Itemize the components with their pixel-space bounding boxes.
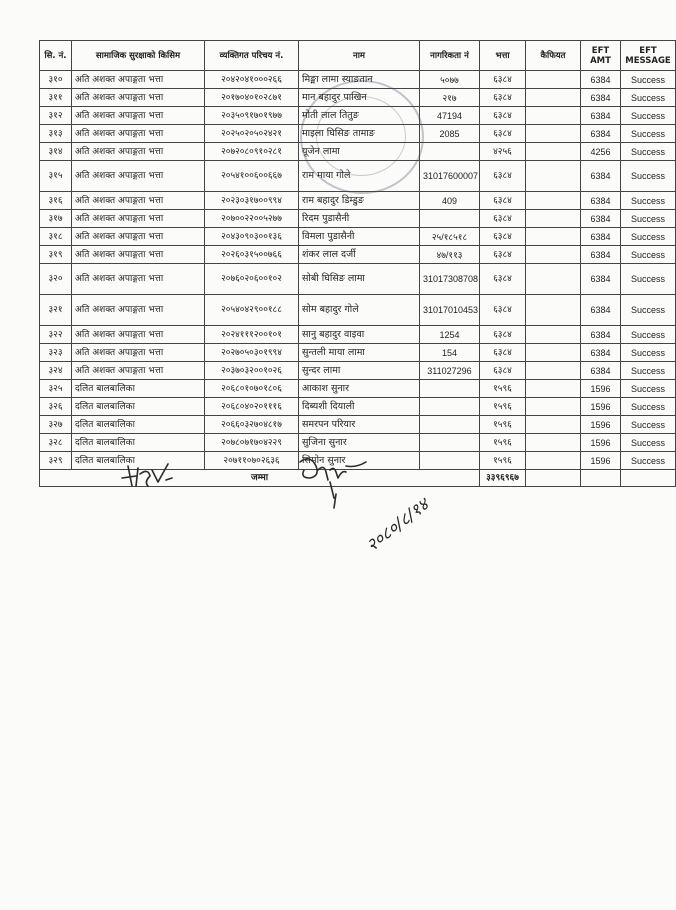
cell-sn: ३१८ [40, 228, 72, 246]
cell-name: राम माया गोले [299, 161, 420, 192]
cell-name: यूजेन लामा [299, 143, 420, 161]
cell-citizenship: ४७/११३ [420, 246, 480, 264]
header-sn: सि. नं. [40, 41, 72, 71]
cell-sn: ३११ [40, 89, 72, 107]
cell-citizenship: 311027296 [420, 362, 480, 380]
cell-eft-message: Success [621, 295, 676, 326]
cell-citizenship: 1254 [420, 326, 480, 344]
cell-id: २०७००२२००५२७७ [205, 210, 299, 228]
cell-sn: ३२७ [40, 416, 72, 434]
cell-eft-amt: 6384 [581, 228, 621, 246]
cell-scheme: अति अशक्त अपाङ्गता भत्ता [72, 344, 205, 362]
cell-sn: ३२२ [40, 326, 72, 344]
cell-name: दिब्यशी दियाली [299, 398, 420, 416]
cell-citizenship: 31017600007 [420, 161, 480, 192]
cell-eft-message: Success [621, 380, 676, 398]
cell-allowance: ४२५६ [480, 143, 526, 161]
cell-eft-message: Success [621, 246, 676, 264]
cell-eft-amt: 6384 [581, 161, 621, 192]
cell-scheme: अति अशक्त अपाङ्गता भत्ता [72, 89, 205, 107]
cell-sn: ३१३ [40, 125, 72, 143]
cell-sn: ३२५ [40, 380, 72, 398]
cell-eft-message: Success [621, 398, 676, 416]
cell-id: २०५४०४२९००१८८ [205, 295, 299, 326]
cell-sn: ३२० [40, 264, 72, 295]
cell-id: २०२७०५०३०१९९४ [205, 344, 299, 362]
cell-eft-message: Success [621, 228, 676, 246]
cell-eft-message: Success [621, 161, 676, 192]
cell-allowance: ६३८४ [480, 326, 526, 344]
cell-eft-amt: 6384 [581, 210, 621, 228]
cell-sn: ३१५ [40, 161, 72, 192]
cell-sn: ३२८ [40, 434, 72, 452]
cell-eft-message: Success [621, 210, 676, 228]
cell-scheme: दलित बालबालिका [72, 434, 205, 452]
cell-eft-amt: 4256 [581, 143, 621, 161]
cell-eft-amt: 6384 [581, 264, 621, 295]
cell-name: माइला घिसिङ तामाङ [299, 125, 420, 143]
cell-citizenship: 2085 [420, 125, 480, 143]
cell-citizenship: 409 [420, 192, 480, 210]
cell-id: २०२४१११२००१०१ [205, 326, 299, 344]
cell-id: २०४३०९०३००१३६ [205, 228, 299, 246]
cell-sn: ३१७ [40, 210, 72, 228]
cell-eft-message: Success [621, 326, 676, 344]
cell-id: २०७११०७०२६३६ [205, 452, 299, 470]
cell-scheme: अति अशक्त अपाङ्गता भत्ता [72, 295, 205, 326]
cell-id: २०२५०२०५०२४२१ [205, 125, 299, 143]
cell-allowance: १५९६ [480, 398, 526, 416]
cell-name: सोम बहादुर गोले [299, 295, 420, 326]
cell-name: सानु बहादुर वाइवा [299, 326, 420, 344]
cell-allowance: ६३८४ [480, 89, 526, 107]
cell-id: २०३७०३२००१०२६ [205, 362, 299, 380]
cell-eft-amt: 6384 [581, 89, 621, 107]
cell-eft-message: Success [621, 452, 676, 470]
cell-allowance: ६३८४ [480, 107, 526, 125]
cell-name: मोती लाल तितुङ [299, 107, 420, 125]
cell-allowance: ६३८४ [480, 362, 526, 380]
cell-eft-amt: 1596 [581, 434, 621, 452]
cell-id: २०२३०३१७००९९४ [205, 192, 299, 210]
cell-scheme: दलित बालबालिका [72, 380, 205, 398]
cell-name: आकाश सुनार [299, 380, 420, 398]
cell-citizenship: 47194 [420, 107, 480, 125]
cell-eft-message: Success [621, 434, 676, 452]
cell-name: राम बहादुर डिम्डुङ [299, 192, 420, 210]
header-eft-amt: EFT AMT [581, 41, 621, 71]
cell-allowance: १५९६ [480, 434, 526, 452]
cell-eft-message: Success [621, 89, 676, 107]
cell-eft-message: Success [621, 125, 676, 143]
cell-scheme: अति अशक्त अपाङ्गता भत्ता [72, 326, 205, 344]
signature-left [122, 464, 172, 486]
cell-id: २०६६०३२७०४८१७ [205, 416, 299, 434]
header-remarks: कैफियत [526, 41, 581, 71]
cell-sn: ३२३ [40, 344, 72, 362]
cell-allowance: १५९६ [480, 416, 526, 434]
cell-eft-message: Success [621, 362, 676, 380]
cell-eft-amt: 6384 [581, 71, 621, 89]
cell-allowance: ६३८४ [480, 125, 526, 143]
cell-scheme: अति अशक्त अपाङ्गता भत्ता [72, 362, 205, 380]
cell-allowance: ६३८४ [480, 192, 526, 210]
cell-sn: ३१२ [40, 107, 72, 125]
header-scheme: सामाजिक सुरक्षाको किसिम [72, 41, 205, 71]
cell-name: सिमोन सुनार [299, 452, 420, 470]
signature-center [300, 459, 366, 508]
cell-eft-amt: 6384 [581, 295, 621, 326]
cell-eft-amt: 6384 [581, 326, 621, 344]
cell-eft-amt: 6384 [581, 344, 621, 362]
cell-allowance: ६३८४ [480, 295, 526, 326]
cell-scheme: दलित बालबालिका [72, 398, 205, 416]
cell-allowance: ६३८४ [480, 228, 526, 246]
cell-sn: ३२१ [40, 295, 72, 326]
cell-id: २०५४१००६००६६७ [205, 161, 299, 192]
cell-allowance: १५९६ [480, 452, 526, 470]
cell-eft-message: Success [621, 344, 676, 362]
cell-eft-amt: 1596 [581, 398, 621, 416]
cell-scheme: अति अशक्त अपाङ्गता भत्ता [72, 107, 205, 125]
cell-eft-amt: 1596 [581, 416, 621, 434]
total-label: जम्मा [40, 470, 480, 487]
cell-id: २०२६०३१५००७६६ [205, 246, 299, 264]
cell-eft-message: Success [621, 192, 676, 210]
cell-id: २०४२०४१०००२६६ [205, 71, 299, 89]
cell-id: २०१७०४०१०२८७१ [205, 89, 299, 107]
cell-allowance: १५९६ [480, 380, 526, 398]
cell-scheme: दलित बालबालिका [72, 452, 205, 470]
cell-allowance: ६३८४ [480, 344, 526, 362]
cell-allowance: ६३८४ [480, 264, 526, 295]
cell-name: सुन्दर लामा [299, 362, 420, 380]
cell-sn: ३१९ [40, 246, 72, 264]
cell-eft-message: Success [621, 416, 676, 434]
cell-allowance: ६३८४ [480, 246, 526, 264]
cell-eft-message: Success [621, 71, 676, 89]
cell-scheme: अति अशक्त अपाङ्गता भत्ता [72, 161, 205, 192]
cell-name: रिदम पुडासैनी [299, 210, 420, 228]
cell-citizenship: 31017308708 [420, 264, 480, 295]
cell-eft-message: Success [621, 264, 676, 295]
header-eft-message: EFT MESSAGE [621, 41, 676, 71]
cell-eft-amt: 6384 [581, 125, 621, 143]
cell-sn: ३२६ [40, 398, 72, 416]
cell-citizenship: ५०७७ [420, 71, 480, 89]
cell-eft-amt: 1596 [581, 452, 621, 470]
cell-id: २०३५०९१७०१९७७ [205, 107, 299, 125]
cell-citizenship: २५/१८५१८ [420, 228, 480, 246]
cell-citizenship: 31017010453 [420, 295, 480, 326]
cell-name: सुजिना सुनार [299, 434, 420, 452]
cell-eft-amt: 1596 [581, 380, 621, 398]
cell-sn: ३१० [40, 71, 72, 89]
cell-sn: ३२९ [40, 452, 72, 470]
cell-allowance: ६३८४ [480, 71, 526, 89]
header-name: नाम [299, 41, 420, 71]
header-id: व्यक्तिगत परिचय नं. [205, 41, 299, 71]
cell-scheme: अति अशक्त अपाङ्गता भत्ता [72, 71, 205, 89]
cell-eft-message: Success [621, 143, 676, 161]
cell-scheme: अति अशक्त अपाङ्गता भत्ता [72, 210, 205, 228]
cell-eft-amt: 6384 [581, 246, 621, 264]
cell-citizenship: 154 [420, 344, 480, 362]
total-amount: ३३९६९६७ [480, 470, 526, 487]
cell-eft-amt: 6384 [581, 362, 621, 380]
cell-scheme: अति अशक्त अपाङ्गता भत्ता [72, 125, 205, 143]
cell-name: सोबी घिसिङ लामा [299, 264, 420, 295]
cell-scheme: अति अशक्त अपाङ्गता भत्ता [72, 228, 205, 246]
header-citizenship: नागरिकता नं [420, 41, 480, 71]
cell-scheme: अति अशक्त अपाङ्गता भत्ता [72, 143, 205, 161]
cell-name: मिङ्मा लामा स्याङतान [299, 71, 420, 89]
cell-id: २०७६०२०६००१०२ [205, 264, 299, 295]
handwritten-date: २०८०/८/१४ [362, 495, 433, 556]
cell-eft-amt: 6384 [581, 192, 621, 210]
cell-id: २०६८०१०७०१८०६ [205, 380, 299, 398]
cell-name: समरपन परियार [299, 416, 420, 434]
cell-sn: ३२४ [40, 362, 72, 380]
cell-allowance: ६३८४ [480, 161, 526, 192]
cell-eft-message: Success [621, 107, 676, 125]
cell-id: २०७८०७१७०४२२९ [205, 434, 299, 452]
cell-name: सुन्तली माया लामा [299, 344, 420, 362]
cell-sn: ३१४ [40, 143, 72, 161]
cell-scheme: अति अशक्त अपाङ्गता भत्ता [72, 192, 205, 210]
cell-name: शंकर लाल दर्जी [299, 246, 420, 264]
cell-eft-amt: 6384 [581, 107, 621, 125]
cell-sn: ३१६ [40, 192, 72, 210]
cell-scheme: अति अशक्त अपाङ्गता भत्ता [72, 264, 205, 295]
cell-name: मान बहादुर पाखिन [299, 89, 420, 107]
header-allowance: भत्ता [480, 41, 526, 71]
cell-id: २०७२०८०९१०२८१ [205, 143, 299, 161]
cell-id: २०६८०४०२०१११६ [205, 398, 299, 416]
cell-citizenship: २१७ [420, 89, 480, 107]
cell-scheme: दलित बालबालिका [72, 416, 205, 434]
cell-name: विमला पुडासैनी [299, 228, 420, 246]
cell-scheme: अति अशक्त अपाङ्गता भत्ता [72, 246, 205, 264]
cell-allowance: ६३८४ [480, 210, 526, 228]
